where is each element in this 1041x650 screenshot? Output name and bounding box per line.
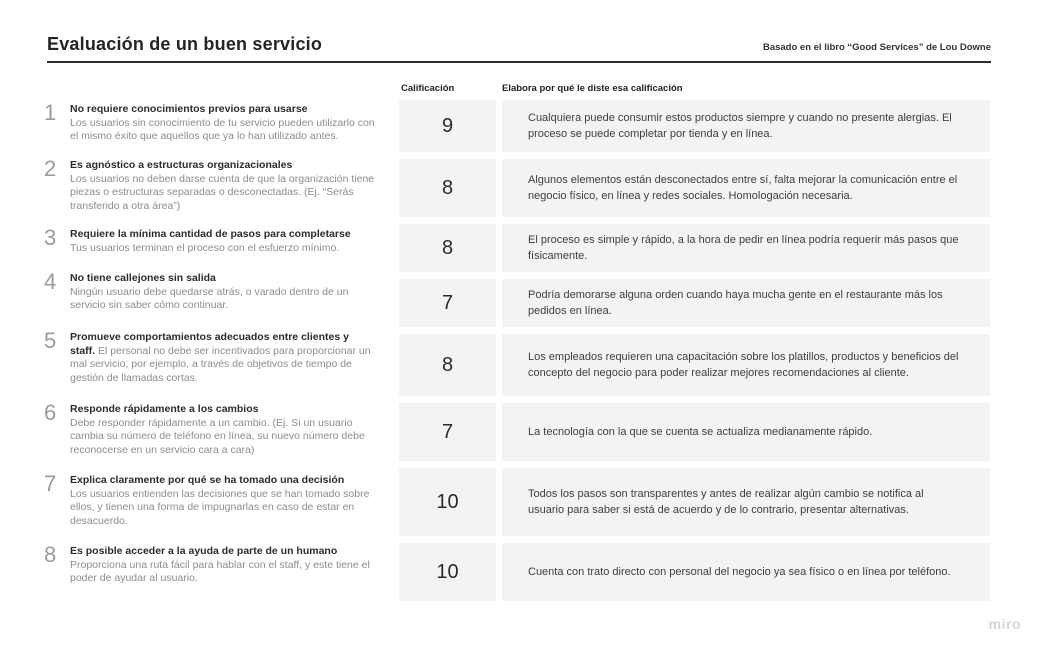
criterion-title: Requiere la mínima cantidad de pasos para completarse	[70, 228, 351, 240]
explanation-text: Todos los pasos son transparentes y antes de realizar algún cambio se notifica al usuario para saber si está de acuerdo y de lo contrario, presentar alternativas.	[528, 487, 924, 516]
criterion-text	[70, 545, 376, 586]
criterion-text	[70, 159, 376, 213]
criterion-number: 7	[44, 471, 57, 496]
criterion-description: Proporciona una ruta fácil para hablar con el staff, y este tiene el poder de ayudar al usuario.	[70, 558, 370, 584]
criterion-title: Promueve comportamientos adecuados entre clientes y staff.	[70, 331, 349, 357]
score-cell-2	[399, 159, 496, 217]
miro-logo: miro	[988, 616, 1021, 632]
criterion-description: Los usuarios entienden las decisiones que se han tomado sobre ellos, y tienen una forma de impugnarlas en caso de estar en desacuerdo.	[70, 487, 370, 527]
explanation-cell-1	[502, 100, 990, 152]
criterion-item-6	[44, 400, 376, 457]
criterion-text	[70, 403, 376, 457]
title-divider	[47, 61, 991, 63]
criterion-item-3	[44, 225, 376, 255]
criterion-title: No tiene callejones sin salida	[70, 272, 216, 284]
criterion-number: 3	[44, 225, 57, 250]
score-value: 7	[441, 420, 454, 443]
criterion-item-4	[44, 269, 376, 313]
criterion-title: Responde rápidamente a los cambios	[70, 403, 259, 415]
explanation-text: El proceso es simple y rápido, a la hora de pedir en línea podría requerir más pasos que físicamente.	[528, 233, 959, 262]
score-value: 8	[441, 353, 454, 376]
score-value: 10	[436, 560, 459, 583]
score-cell-8	[399, 543, 496, 601]
explanation-cell-6	[502, 403, 990, 461]
explanation-text: Algunos elementos están desconectados entre sí, falta mejorar la comunicación entre el negocio físico, en línea y redes sociales. Homologación necesaria.	[528, 173, 958, 202]
score-cell-1	[399, 100, 496, 152]
score-value: 8	[441, 176, 454, 199]
explanation-cell-2	[502, 159, 990, 217]
criterion-number: 1	[44, 100, 57, 125]
score-cell-6	[399, 403, 496, 461]
criterion-description: Debe responder rápidamente a un cambio. (Ej. Si un usuario cambia su número de teléfono en línea, su nuevo número debe reconocerse en un servicio cara a cara)	[70, 416, 365, 456]
page-title: Evaluación de un buen servicio	[47, 34, 323, 54]
score-cell-5	[399, 334, 496, 396]
explanation-text: Podría demorarse alguna orden cuando haya mucha gente en el restaurante más los pedidos en línea.	[528, 288, 943, 317]
explanation-cell-4	[502, 279, 990, 327]
score-cell-4	[399, 279, 496, 327]
explanation-text: Cualquiera puede consumir estos productos siempre y cuando no presente alergias. El proceso se puede completar por tienda y en línea.	[528, 111, 952, 140]
criterion-item-2	[44, 156, 376, 213]
explanation-cell-5	[502, 334, 990, 396]
criterion-text	[70, 103, 376, 144]
criterion-number: 6	[44, 400, 57, 425]
criterion-item-7	[44, 471, 376, 528]
criterion-description: El personal no debe ser incentivados para proporcionar un mal servicio, por ejemplo, a través de objetivos de tiempo de gestión de llamadas cortas.	[70, 344, 371, 384]
criterion-description: Los usuarios no deben darse cuenta de que la organización tiene piezas o estructuras separadas o desconectadas. (Ej. “Serás transferido a otra área”)	[70, 172, 375, 212]
explanation-cell-7	[502, 468, 990, 536]
column-header-score: Calificación	[401, 83, 455, 94]
explanation-text: La tecnología con la que se cuenta se actualiza medianamente rápido.	[528, 425, 873, 438]
criterion-text	[70, 228, 376, 255]
criterion-description: Los usuarios sin conocimiento de tu servicio pueden utilizarlo con el mismo éxito que aquellos que ya lo han utilizado antes.	[70, 116, 375, 142]
score-cell-3	[399, 224, 496, 272]
score-cell-7	[399, 468, 496, 536]
criterion-text	[70, 331, 376, 385]
criterion-title: Es posible acceder a la ayuda de parte de un humano	[70, 545, 338, 557]
explanation-cell-3	[502, 224, 990, 272]
explanation-cell-8	[502, 543, 990, 601]
score-value: 9	[441, 114, 454, 137]
criterion-text	[70, 474, 376, 528]
criterion-text	[70, 272, 376, 313]
criterion-title: No requiere conocimientos previos para usarse	[70, 103, 308, 115]
criterion-number: 4	[44, 269, 57, 294]
score-value: 7	[441, 291, 454, 314]
explanation-text: Los empleados requieren una capacitación sobre los platillos, productos y beneficios del concepto del negocio para poder realizar mejores recomendaciones al cliente.	[528, 350, 959, 379]
criterion-title: Es agnóstico a estructuras organizacionales	[70, 159, 293, 171]
column-header-explanation: Elabora por qué le diste esa calificación	[502, 83, 683, 94]
criterion-number: 5	[44, 328, 57, 353]
criterion-description: Ningún usuario debe quedarse atrás, o varado dentro de un servicio sin saber cómo continuar.	[70, 285, 349, 311]
explanation-text: Cuenta con trato directo con personal del negocio ya sea físico o en línea por teléfono.	[528, 565, 951, 578]
criterion-number: 8	[44, 542, 57, 567]
attribution-text: Basado en el libro “Good Services” de Lou Downe	[762, 42, 991, 53]
criterion-item-5	[44, 328, 376, 385]
criterion-description: Tus usuarios terminan el proceso con el esfuerzo mínimo.	[70, 241, 340, 254]
criterion-title: Explica claramente por qué se ha tomado una decisión	[70, 474, 345, 486]
score-value: 10	[436, 490, 459, 513]
criterion-item-1	[44, 100, 376, 144]
criterion-item-8	[44, 542, 376, 586]
score-value: 8	[441, 236, 454, 259]
criterion-number: 2	[44, 156, 57, 181]
